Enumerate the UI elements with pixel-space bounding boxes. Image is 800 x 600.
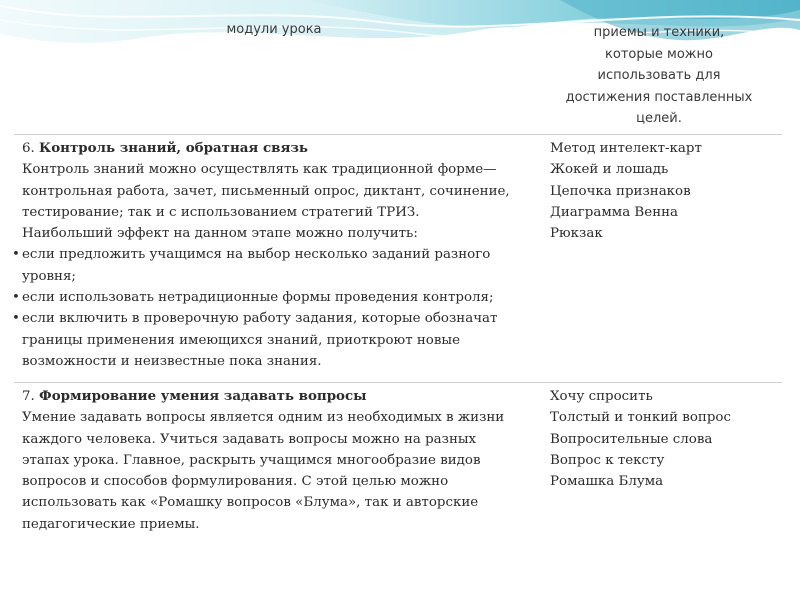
section-6-bullet-list (22, 244, 534, 372)
section-6-techniques (550, 138, 780, 244)
technique-item: Цепочка признаков (550, 183, 691, 199)
section-6-heading: 6. Контроль знаний, обратная связь (22, 140, 308, 156)
technique-item: Вопрос к тексту (550, 452, 665, 468)
technique-item: Вопросительные слова (550, 431, 713, 447)
technique-item: Диаграмма Венна (550, 204, 679, 220)
section-7-description: 7. Формирование умения задавать вопросы Умение задавать вопросы является одним из необходимых в жизни каждого человека. Учиться задавать вопросы можно на разных этапах урока. Главное, раскрыть учащимся многообразие видов вопросов и способов формулирования. С этой целью можно использовать как «Ромашку вопросов «Блума», так и авторские педагогические приемы. (22, 386, 534, 535)
section-6-description: 6. Контроль знаний, обратная связь Контроль знаний можно осуществлять как традиционной форме— контрольная работа, зачет, письменный опрос, диктант, сочинение, тестирование; так и с использованием стратегий ТРИЗ. Наибольший эффект на данном этапе можно получить: • если предложить учащимся на выбор несколько заданий разного уровня; • если использовать нетрадиционные формы проведения контроля; • если включить в проверочную работу задания, которые обозначат границы применения имеющихся знаний, приоткроют новые возможности и неизвестные пока знания. (22, 138, 534, 372)
header-techniques: приемы и техники, которые можно использовать для достижения поставленных целей. (565, 25, 753, 126)
technique-item: Толстый и тонкий вопрос (550, 410, 731, 426)
lesson-modules-table (14, 0, 782, 600)
technique-item: Хочу спросить (550, 389, 653, 404)
bullet-item: • если предложить учащимся на выбор несколько заданий разного уровня; (22, 244, 534, 287)
row-divider (14, 134, 782, 135)
bullet-item: • если включить в проверочную работу задания, которые обозначат границы применения имеющихся знаний, приоткроют новые возможности и неизвестные пока знания. (22, 308, 534, 372)
row-divider (14, 382, 782, 383)
bullet-item: • если использовать нетрадиционные формы проведения контроля; (22, 287, 534, 308)
header-modules: модули урока (226, 22, 322, 37)
section-6-title: Контроль знаний, обратная связь (39, 140, 308, 156)
technique-item: Жокей и лошадь (550, 162, 669, 178)
technique-item: Рюкзак (550, 226, 603, 242)
section-7-title: Формирование умения задавать вопросы (39, 388, 367, 404)
section-7-heading: 7. Формирование умения задавать вопросы (22, 388, 367, 404)
technique-item: Ромашка Блума (550, 474, 664, 490)
section-7-techniques (550, 386, 780, 492)
technique-item: Метод интелект-карт (550, 141, 702, 156)
